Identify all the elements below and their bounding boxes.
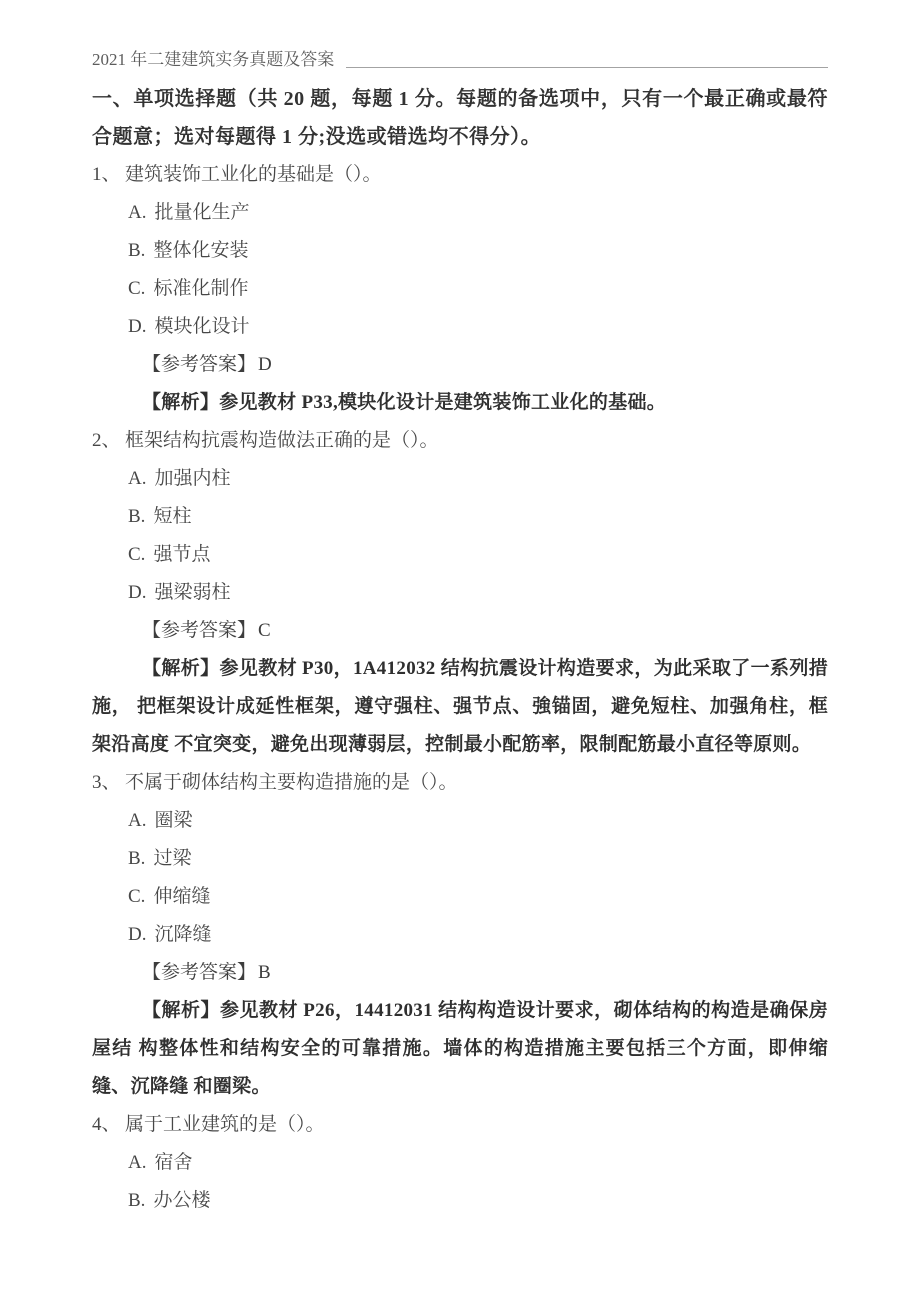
analysis-paragraph xyxy=(92,992,828,1106)
option-text: 沉降缝 xyxy=(154,924,212,945)
reference-answer-line xyxy=(92,954,828,992)
reference-answer-line xyxy=(92,346,828,384)
analysis-paragraph xyxy=(92,650,828,764)
question-number: 4、 xyxy=(92,1114,121,1135)
question-line xyxy=(92,764,828,802)
option-label: D. xyxy=(128,924,147,945)
option-label: B. xyxy=(128,240,146,261)
option-text: 强梁弱柱 xyxy=(154,582,231,603)
option-b xyxy=(92,1182,828,1220)
question-stem: 属于工业建筑的是（）。 xyxy=(125,1114,325,1135)
option-d xyxy=(92,308,828,346)
option-label: D. xyxy=(128,582,147,603)
answer-label: 【参考答案】 xyxy=(142,962,257,983)
question-number: 1、 xyxy=(92,164,121,185)
answer-value: D xyxy=(258,354,272,375)
option-text: 加强内柱 xyxy=(154,468,231,489)
option-a xyxy=(92,1144,828,1182)
answer-value: C xyxy=(258,620,271,641)
option-c xyxy=(92,270,828,308)
option-c xyxy=(92,536,828,574)
option-b xyxy=(92,232,828,270)
question-line xyxy=(92,156,828,194)
option-label: C. xyxy=(128,886,146,907)
option-text: 标准化制作 xyxy=(153,278,249,299)
analysis-text: 参见教材 P26，14412031 结构构造设计要求，砌体结构的构造是确保房屋结 构整体性和结构安全的可靠措施。墙体的构造措施主要包括三个方面，即伸缩缝、沉降缝 和圈梁。 xyxy=(92,1000,828,1097)
option-a xyxy=(92,194,828,232)
option-label: A. xyxy=(128,468,147,489)
option-label: A. xyxy=(128,202,147,223)
question-block-3 xyxy=(92,764,828,1106)
option-text: 整体化安装 xyxy=(153,240,249,261)
option-text: 宿舍 xyxy=(154,1152,193,1173)
answer-value: B xyxy=(258,962,271,983)
analysis-label: 【解析】 xyxy=(142,1000,221,1021)
analysis-paragraph xyxy=(92,384,828,422)
option-text: 强节点 xyxy=(153,544,211,565)
option-text: 过梁 xyxy=(153,848,192,869)
option-text: 短柱 xyxy=(153,506,192,527)
analysis-text: 参见教材 P33,模块化设计是建筑装饰工业化的基础。 xyxy=(219,392,667,413)
option-c xyxy=(92,878,828,916)
option-label: D. xyxy=(128,316,147,337)
option-text: 办公楼 xyxy=(153,1190,211,1211)
option-b xyxy=(92,498,828,536)
section-title: 一、单项选择题（共 20 题，每题 1 分。每题的备选项中，只有一个最正确或最符合题意；选对每题得 1 分;没选或错选均不得分）。 xyxy=(92,88,828,148)
question-block-2 xyxy=(92,422,828,764)
option-d xyxy=(92,916,828,954)
option-label: A. xyxy=(128,810,147,831)
question-number: 2、 xyxy=(92,430,121,451)
question-block-1 xyxy=(92,156,828,422)
option-text: 圈梁 xyxy=(154,810,193,831)
option-label: A. xyxy=(128,1152,147,1173)
question-number: 3、 xyxy=(92,772,121,793)
option-d xyxy=(92,574,828,612)
answer-label: 【参考答案】 xyxy=(142,620,257,641)
option-text: 模块化设计 xyxy=(154,316,250,337)
question-block-4 xyxy=(92,1106,828,1220)
analysis-text: 参见教材 P30，1A412032 结构抗震设计构造要求，为此采取了一系列措施， 把框架设计成延性框架，遵守强柱、强节点、強锚固，避免短柱、加强角柱，框架沿高度 不宜突变，避免出现薄弱层，控制最小配筋率，限制配筋最小直径等原则。 xyxy=(92,658,828,755)
question-line xyxy=(92,422,828,460)
question-stem: 框架结构抗震构造做法正确的是（）。 xyxy=(125,430,439,451)
question-stem: 建筑装饰工业化的基础是（）。 xyxy=(125,164,382,185)
option-a xyxy=(92,802,828,840)
document-header xyxy=(92,46,828,72)
header-underline xyxy=(346,67,828,68)
option-label: B. xyxy=(128,506,146,527)
option-text: 批量化生产 xyxy=(154,202,250,223)
reference-answer-line xyxy=(92,612,828,650)
option-a xyxy=(92,460,828,498)
question-line xyxy=(92,1106,828,1144)
option-label: B. xyxy=(128,1190,146,1211)
answer-label: 【参考答案】 xyxy=(142,354,257,375)
option-text: 伸缩缝 xyxy=(153,886,211,907)
analysis-label: 【解析】 xyxy=(142,392,220,413)
option-b xyxy=(92,840,828,878)
option-label: C. xyxy=(128,544,146,565)
question-stem: 不属于砌体结构主要构造措施的是（）。 xyxy=(125,772,458,793)
option-label: B. xyxy=(128,848,146,869)
document-title: 2021 年二建建筑实务真题及答案 xyxy=(92,50,335,69)
option-label: C. xyxy=(128,278,146,299)
analysis-label: 【解析】 xyxy=(142,658,220,679)
